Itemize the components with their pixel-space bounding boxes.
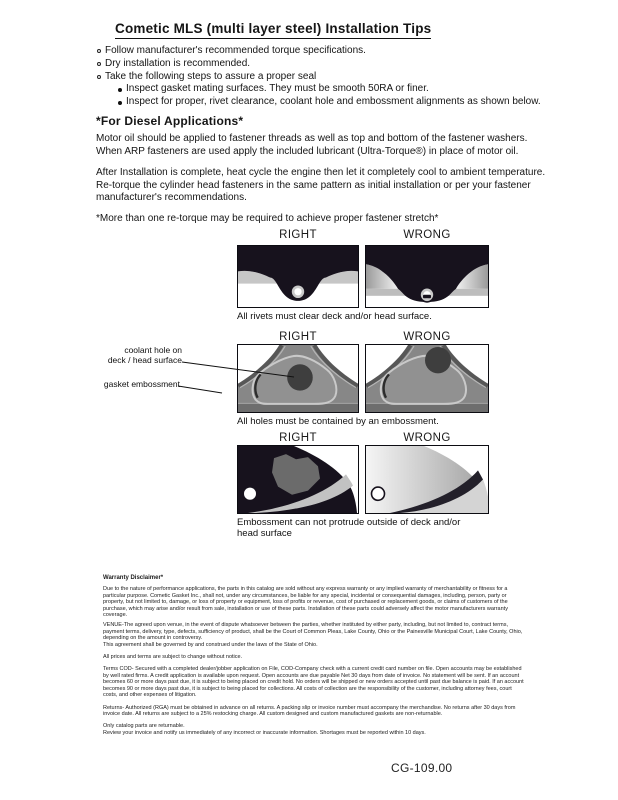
- figure-labels: [237, 432, 489, 444]
- disclaimer-paragraph: All prices and terms are subject to change without notice.: [103, 654, 243, 661]
- figure-rivet-clearance: [237, 229, 489, 322]
- page-title: Cometic MLS (multi layer steel) Installation Tips: [115, 21, 431, 39]
- list-item: [97, 96, 541, 109]
- leader-lines: [178, 350, 300, 400]
- wrong-label: WRONG: [403, 229, 451, 241]
- list-item: [97, 58, 541, 71]
- right-label: RIGHT: [279, 229, 317, 241]
- rivet-clear-icon: [238, 246, 358, 307]
- diesel-paragraph: Motor oil should be applied to fastener threads as well as top and bottom of the fastener washers. When ARP fasteners are used apply the included lubricant (Ultra-Torque®) in place of motor oil.: [96, 133, 528, 157]
- coolant-hole-label: coolant hole on deck / head surface: [107, 345, 182, 365]
- wrong-label: WRONG: [403, 331, 451, 343]
- disclaimer-paragraph: Due to the nature of performance applications, the parts in this catalog are sold without any express warranty or any implied warranty of merchantability or fitness for a particular purpose. Cometic Gasket Inc., shall not, under any circumstances, be liable for any special, incidental or consequential damages, including, person, party or property, but not limited to, damage, or loss of property or equipment, loss of profits or revenue, cost of purchased or replacement goods, or claims of customers of the purchase, which may arise and/or result from sale, installation or use of these parts. Installation of these parts could adversely affect the motor manufacturers warranty coverage.: [103, 586, 508, 619]
- figure-caption: All holes must be contained by an embossment.: [237, 416, 439, 427]
- figure-caption: All rivets must clear deck and/or head surface.: [237, 311, 432, 322]
- disclaimer-paragraph: VENUE-The agreed upon venue, in the event of dispute whatsoever between the parties, whether instituted by either party, including, but not limited to, contract terms, payment terms, delivery, type, defects, sufficiency of product, shall be the Court of Common Pleas, Lake County, Ohio or the Painesville Municipal Court, Lake County, Ohio, depending on the amount in controversy.: [103, 622, 523, 642]
- hollow-bullet-icon: [97, 75, 101, 79]
- protrusion-wrong-diagram: [365, 445, 489, 514]
- disclaimer-heading: Warranty Disclaimer*: [103, 575, 164, 581]
- solid-bullet-icon: [118, 101, 122, 105]
- gasket-embossment-label: gasket embossment: [103, 379, 180, 389]
- tip-text: Dry installation is recommended.: [105, 57, 251, 69]
- disclaimer-paragraph: Returns- Authorized (RGA) must be obtained in advance on all returns. A packing slip or invoice number must accompany the merchandise. No returns after 30 days from invoice date. All returns are subject to a 25% restocking charge. All custom designed and custom manufactured gaskets are non-returnable.: [103, 704, 516, 717]
- embossment-wrong-diagram: [365, 344, 489, 413]
- tip-text: Follow manufacturer's recommended torque specifications.: [105, 45, 366, 56]
- rivet-touching-icon: [366, 246, 488, 307]
- diesel-paragraph: After Installation is complete, heat cycle the engine then let it completely cool to ambient temperature. Re-torque the cylinder head fasteners in the same pattern as initial installation or per your fastener manufacturer's recommendations.: [96, 167, 546, 204]
- retorque-note: *More than one re-torque may be required to achieve proper fastener stretch*: [96, 213, 439, 225]
- rivet-wrong-diagram: [365, 245, 489, 308]
- protrusion-right-diagram: [237, 445, 359, 514]
- list-item: [97, 83, 541, 96]
- figure-labels: [237, 331, 489, 343]
- embossment-contained-icon: [238, 446, 358, 513]
- solid-bullet-icon: [118, 88, 122, 92]
- disclaimer-paragraph: Only catalog parts are returnable.: [103, 723, 185, 730]
- rivet-right-diagram: [237, 245, 359, 308]
- disclaimer-paragraph: This agreement shall be governed by and construed under the laws of the State of Ohio.: [103, 641, 318, 648]
- disclaimer-paragraph: Terms COD- Secured with a completed dealer/jobber application on File, COD-Company check with a current credit card number on file. Open accounts may be established by well rated firms. A credit application is available upon request. Open accounts are due payable Net 30 days from date of invoice. No statement will be sent. If an account becomes 60 or more days past due, it is subject to being placed on credit hold. No orders will be shipped or new orders accepted until past due balance is paid. If an account becomes 90 or more days past due, it is subject to being placed for collections. All costs of collection are the responsibility of the customer, including attorney fees, court costs, and other expenses of litigation.: [103, 666, 524, 699]
- diesel-applications-section: [96, 115, 548, 235]
- figure-diagrams: [237, 245, 489, 308]
- right-label: RIGHT: [279, 331, 317, 343]
- warranty-disclaimer-section: [103, 575, 525, 736]
- page-number: CG-109.00: [391, 761, 453, 775]
- figure-embossment-protrusion: [237, 432, 489, 539]
- embossment-protruding-icon: [366, 446, 488, 513]
- hollow-bullet-icon: [97, 49, 101, 53]
- installation-tips-list: [97, 45, 541, 109]
- hollow-bullet-icon: [97, 62, 101, 66]
- wrong-label: WRONG: [403, 432, 451, 444]
- list-item: [97, 45, 541, 58]
- tip-text: Take the following steps to assure a proper seal: [105, 70, 317, 82]
- diesel-heading: *For Diesel Applications*: [96, 114, 244, 128]
- figure-caption: Embossment can not protrude outside of deck and/or head surface: [237, 517, 461, 539]
- tip-text: Inspect gasket mating surfaces. They must be smooth 50RA or finer.: [126, 83, 429, 95]
- right-label: RIGHT: [279, 432, 317, 444]
- figure-diagrams: [237, 445, 489, 514]
- disclaimer-paragraph: Review your invoice and notify us immediately of any incorrect or inaccurate information. Shortages must be reported within 10 days.: [103, 729, 426, 736]
- list-item: [97, 71, 541, 84]
- hole-outside-embossment-icon: [366, 345, 488, 412]
- figure-labels: [237, 229, 489, 241]
- tip-text: Inspect for proper, rivet clearance, coolant hole and embossment alignments as shown below.: [126, 96, 541, 108]
